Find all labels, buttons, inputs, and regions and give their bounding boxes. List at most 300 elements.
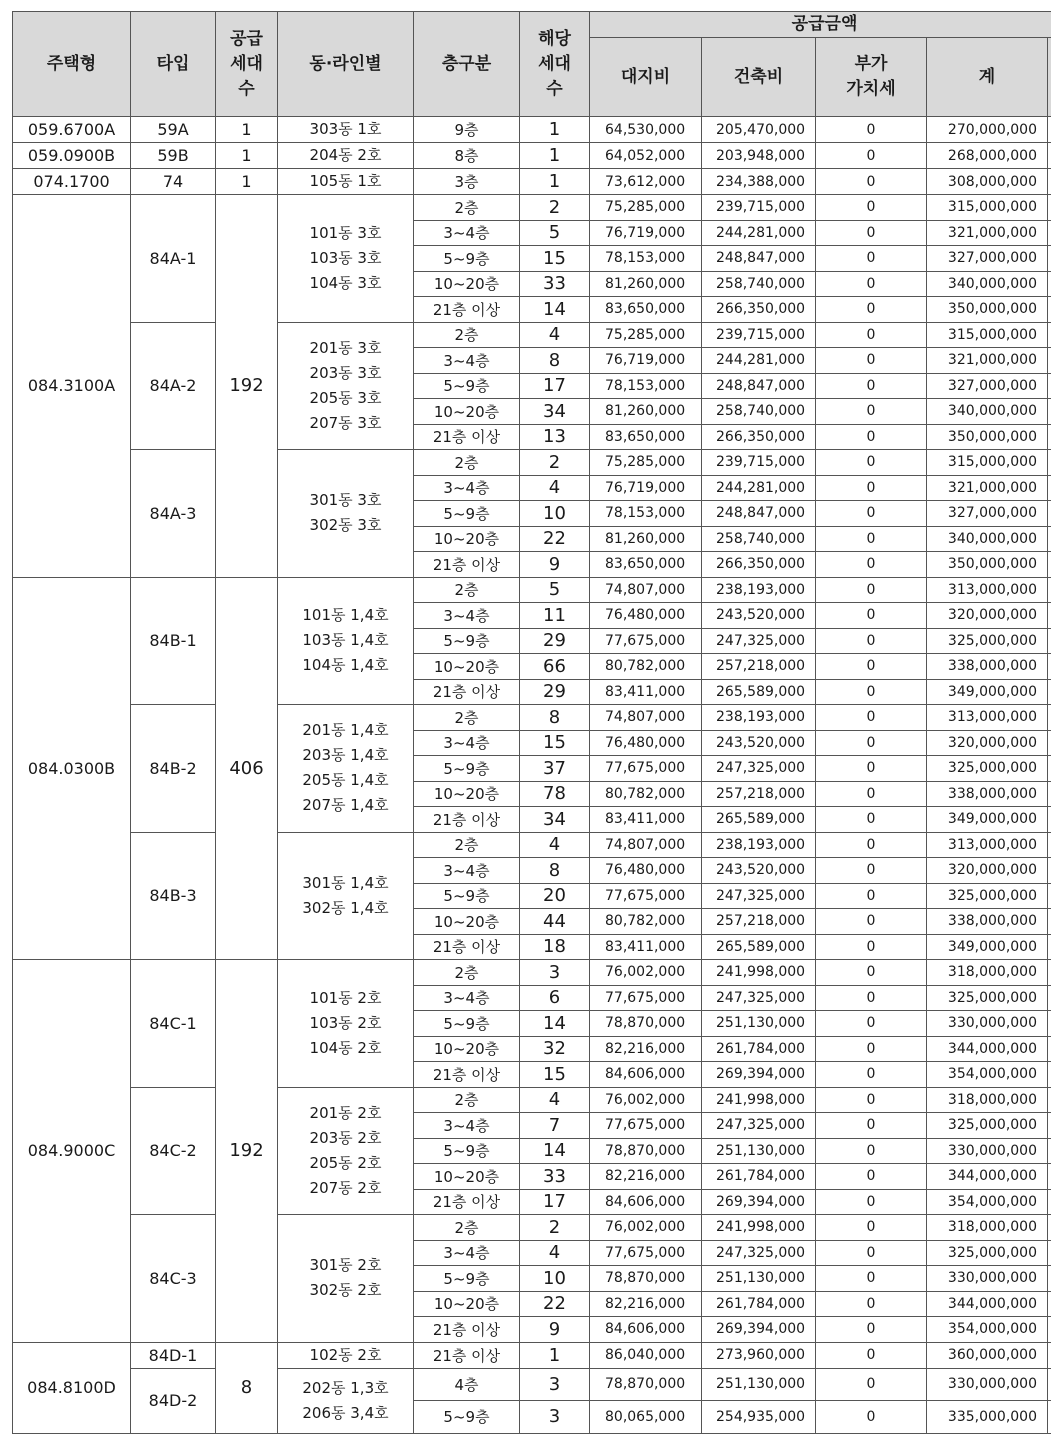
floor-group-cell: 2층: [414, 832, 520, 858]
total-cell: 318,000,000: [927, 960, 1048, 986]
building-cost-cell: 254,935,000: [702, 1401, 816, 1434]
land-cost-cell: 80,782,000: [590, 654, 702, 680]
vat-cell: 0: [816, 246, 927, 272]
overflow-cell: [1048, 705, 1051, 731]
vat-cell: 0: [816, 730, 927, 756]
dong-line-entry: 301동 2호: [309, 1256, 382, 1275]
supply-units-cell: 406: [216, 577, 278, 960]
overflow-cell: [1048, 1317, 1051, 1343]
floor-group-cell: 5~9층: [414, 1138, 520, 1164]
overflow-cell: [1048, 526, 1051, 552]
applicable-units-cell: 33: [520, 271, 590, 297]
total-cell: 318,000,000: [927, 1215, 1048, 1241]
table-row: [13, 1368, 1051, 1401]
vat-cell: 0: [816, 373, 927, 399]
overflow-cell: [1048, 450, 1051, 476]
vat-cell: 0: [816, 807, 927, 833]
building-cost-cell: 243,520,000: [702, 603, 816, 629]
header-applicable-units-line2: 세대: [538, 53, 571, 74]
floor-group-cell: 5~9층: [414, 373, 520, 399]
overflow-cell: [1048, 858, 1051, 884]
land-cost-cell: 77,675,000: [590, 883, 702, 909]
total-cell: 313,000,000: [927, 832, 1048, 858]
housing-type-cell: 084.9000C: [13, 960, 131, 1343]
building-cost-cell: 251,130,000: [702, 1368, 816, 1401]
table-row: [13, 195, 1051, 221]
dong-line-entry: 205동 3호: [309, 388, 382, 407]
floor-group-cell: 3~4층: [414, 603, 520, 629]
applicable-units-cell: 15: [520, 246, 590, 272]
total-cell: 320,000,000: [927, 858, 1048, 884]
table-row: [13, 143, 1051, 169]
vat-cell: 0: [816, 1036, 927, 1062]
land-cost-cell: 81,260,000: [590, 526, 702, 552]
dong-line-entry: 104동 3호: [309, 273, 382, 292]
vat-cell: 0: [816, 1266, 927, 1292]
floor-group-cell: 10~20층: [414, 781, 520, 807]
floor-group-cell: 21층 이상: [414, 297, 520, 323]
overflow-cell: [1048, 883, 1051, 909]
overflow-cell: [1048, 143, 1051, 169]
overflow-cell: [1048, 934, 1051, 960]
vat-cell: 0: [816, 424, 927, 450]
land-cost-cell: 77,675,000: [590, 756, 702, 782]
overflow-cell: [1048, 424, 1051, 450]
dong-line-entry: 103동 2호: [309, 1013, 382, 1032]
floor-group-cell: 21층 이상: [414, 424, 520, 450]
dong-line-cell: [278, 577, 414, 705]
vat-cell: 0: [816, 1138, 927, 1164]
vat-cell: 0: [816, 526, 927, 552]
overflow-cell: [1048, 1240, 1051, 1266]
dong-line-cell: [278, 195, 414, 323]
floor-group-cell: 2층: [414, 577, 520, 603]
floor-group-cell: 3~4층: [414, 730, 520, 756]
land-cost-cell: 76,480,000: [590, 858, 702, 884]
applicable-units-cell: 1: [520, 143, 590, 169]
floor-group-cell: 3~4층: [414, 1113, 520, 1139]
applicable-units-cell: 14: [520, 1011, 590, 1037]
dong-line-cell: [278, 960, 414, 1088]
header-type: 타입: [131, 12, 216, 117]
supply-units-cell: 8: [216, 1342, 278, 1433]
land-cost-cell: 83,411,000: [590, 934, 702, 960]
building-cost-cell: 269,394,000: [702, 1317, 816, 1343]
supply-units-cell: 1: [216, 143, 278, 169]
header-total: 계: [927, 38, 1048, 117]
land-cost-cell: 78,153,000: [590, 501, 702, 527]
vat-cell: 0: [816, 117, 927, 143]
vat-cell: 0: [816, 297, 927, 323]
header-supply-units-line2: 세대: [230, 53, 263, 74]
type-cell: 84A-1: [131, 195, 216, 323]
total-cell: 338,000,000: [927, 654, 1048, 680]
vat-cell: 0: [816, 271, 927, 297]
applicable-units-cell: 4: [520, 1087, 590, 1113]
building-cost-cell: 265,589,000: [702, 679, 816, 705]
type-cell: 84B-1: [131, 577, 216, 705]
land-cost-cell: 83,411,000: [590, 807, 702, 833]
overflow-cell: [1048, 1291, 1051, 1317]
overflow-cell: [1048, 985, 1051, 1011]
land-cost-cell: 76,002,000: [590, 1215, 702, 1241]
housing-type-cell: 084.0300B: [13, 577, 131, 960]
total-cell: 338,000,000: [927, 909, 1048, 935]
building-cost-cell: 257,218,000: [702, 909, 816, 935]
building-cost-cell: 266,350,000: [702, 297, 816, 323]
dong-line-entry: 301동 1,4호: [302, 873, 389, 892]
type-cell: 84C-1: [131, 960, 216, 1088]
floor-group-cell: 2층: [414, 1087, 520, 1113]
dong-line-entry: 105동 1호: [309, 172, 382, 190]
floor-group-cell: 3층: [414, 169, 520, 195]
supply-units-cell: 1: [216, 117, 278, 143]
vat-cell: 0: [816, 1368, 927, 1401]
overflow-cell: [1048, 832, 1051, 858]
overflow-cell: [1048, 1215, 1051, 1241]
floor-group-cell: 2층: [414, 960, 520, 986]
land-cost-cell: 74,807,000: [590, 832, 702, 858]
total-cell: 354,000,000: [927, 1062, 1048, 1088]
overflow-cell: [1048, 1401, 1051, 1434]
floor-group-cell: 10~20층: [414, 1291, 520, 1317]
table-row: [13, 1342, 1051, 1368]
type-cell: 84A-3: [131, 450, 216, 578]
building-cost-cell: 205,470,000: [702, 117, 816, 143]
overflow-cell: [1048, 1342, 1051, 1368]
dong-line-entry: 203동 2호: [309, 1128, 382, 1147]
applicable-units-cell: 78: [520, 781, 590, 807]
land-cost-cell: 75,285,000: [590, 195, 702, 221]
floor-group-cell: 21층 이상: [414, 679, 520, 705]
total-cell: 325,000,000: [927, 1240, 1048, 1266]
vat-cell: 0: [816, 169, 927, 195]
building-cost-cell: 239,715,000: [702, 322, 816, 348]
land-cost-cell: 80,782,000: [590, 909, 702, 935]
table-row: [13, 450, 1051, 476]
dong-line-entry: 301동 3호: [309, 491, 382, 510]
floor-group-cell: 10~20층: [414, 1036, 520, 1062]
type-cell: 84D-1: [131, 1342, 216, 1368]
dong-line-entry: 103동 3호: [309, 248, 382, 267]
applicable-units-cell: 22: [520, 1291, 590, 1317]
overflow-cell: [1048, 781, 1051, 807]
vat-cell: 0: [816, 1342, 927, 1368]
vat-cell: 0: [816, 679, 927, 705]
land-cost-cell: 76,002,000: [590, 1087, 702, 1113]
dong-line-cell: [278, 1087, 414, 1215]
floor-group-cell: 3~4층: [414, 348, 520, 374]
applicable-units-cell: 34: [520, 399, 590, 425]
applicable-units-cell: 22: [520, 526, 590, 552]
land-cost-cell: 74,807,000: [590, 577, 702, 603]
building-cost-cell: 265,589,000: [702, 934, 816, 960]
applicable-units-cell: 17: [520, 373, 590, 399]
land-cost-cell: 77,675,000: [590, 1240, 702, 1266]
applicable-units-cell: 33: [520, 1164, 590, 1190]
building-cost-cell: 273,960,000: [702, 1342, 816, 1368]
dong-line-entry: 104동 1,4호: [302, 656, 389, 675]
vat-cell: 0: [816, 1087, 927, 1113]
land-cost-cell: 81,260,000: [590, 399, 702, 425]
overflow-cell: [1048, 195, 1051, 221]
building-cost-cell: 251,130,000: [702, 1011, 816, 1037]
total-cell: 321,000,000: [927, 348, 1048, 374]
floor-group-cell: 2층: [414, 322, 520, 348]
overflow-cell: [1048, 271, 1051, 297]
land-cost-cell: 82,216,000: [590, 1164, 702, 1190]
applicable-units-cell: 3: [520, 1401, 590, 1434]
building-cost-cell: 261,784,000: [702, 1291, 816, 1317]
total-cell: 315,000,000: [927, 450, 1048, 476]
price-table-container: [12, 11, 1051, 1435]
vat-cell: 0: [816, 501, 927, 527]
table-row: [13, 117, 1051, 143]
supply-price-table: [12, 11, 1051, 1434]
vat-cell: 0: [816, 577, 927, 603]
building-cost-cell: 266,350,000: [702, 552, 816, 578]
overflow-cell: [1048, 756, 1051, 782]
vat-cell: 0: [816, 756, 927, 782]
floor-group-cell: 5~9층: [414, 1401, 520, 1434]
floor-group-cell: 5~9층: [414, 628, 520, 654]
type-cell: 84D-2: [131, 1368, 216, 1433]
type-cell: 84A-2: [131, 322, 216, 450]
dong-line-cell: [278, 322, 414, 450]
building-cost-cell: 247,325,000: [702, 628, 816, 654]
total-cell: 350,000,000: [927, 552, 1048, 578]
land-cost-cell: 84,606,000: [590, 1189, 702, 1215]
total-cell: 330,000,000: [927, 1011, 1048, 1037]
building-cost-cell: 239,715,000: [702, 195, 816, 221]
table-row: [13, 322, 1051, 348]
floor-group-cell: 5~9층: [414, 1266, 520, 1292]
vat-cell: 0: [816, 985, 927, 1011]
floor-group-cell: 2층: [414, 705, 520, 731]
total-cell: 344,000,000: [927, 1036, 1048, 1062]
dong-line-cell: [278, 1342, 414, 1368]
building-cost-cell: 248,847,000: [702, 501, 816, 527]
total-cell: 330,000,000: [927, 1138, 1048, 1164]
land-cost-cell: 84,606,000: [590, 1317, 702, 1343]
applicable-units-cell: 18: [520, 934, 590, 960]
applicable-units-cell: 2: [520, 195, 590, 221]
building-cost-cell: 251,130,000: [702, 1266, 816, 1292]
applicable-units-cell: 37: [520, 756, 590, 782]
overflow-cell: [1048, 475, 1051, 501]
applicable-units-cell: 4: [520, 322, 590, 348]
dong-line-entry: 101동 2호: [309, 988, 382, 1007]
type-cell: 84C-3: [131, 1215, 216, 1343]
dong-line-entry: 302동 3호: [309, 516, 382, 535]
dong-line-cell: [278, 143, 414, 169]
overflow-cell: [1048, 1164, 1051, 1190]
applicable-units-cell: 4: [520, 475, 590, 501]
applicable-units-cell: 5: [520, 577, 590, 603]
total-cell: 338,000,000: [927, 781, 1048, 807]
header-housing-type: 주택형: [13, 12, 131, 117]
floor-group-cell: 5~9층: [414, 883, 520, 909]
building-cost-cell: 241,998,000: [702, 960, 816, 986]
total-cell: 315,000,000: [927, 195, 1048, 221]
applicable-units-cell: 44: [520, 909, 590, 935]
floor-group-cell: 2층: [414, 1215, 520, 1241]
applicable-units-cell: 13: [520, 424, 590, 450]
type-cell: 84C-2: [131, 1087, 216, 1215]
land-cost-cell: 82,216,000: [590, 1291, 702, 1317]
applicable-units-cell: 14: [520, 1138, 590, 1164]
building-cost-cell: 238,193,000: [702, 832, 816, 858]
dong-line-entry: 204동 2호: [309, 146, 382, 164]
vat-cell: 0: [816, 1189, 927, 1215]
vat-cell: 0: [816, 1291, 927, 1317]
vat-cell: 0: [816, 654, 927, 680]
vat-cell: 0: [816, 475, 927, 501]
total-cell: 325,000,000: [927, 883, 1048, 909]
applicable-units-cell: 66: [520, 654, 590, 680]
total-cell: 340,000,000: [927, 399, 1048, 425]
vat-cell: 0: [816, 1317, 927, 1343]
land-cost-cell: 83,650,000: [590, 552, 702, 578]
dong-line-entry: 207동 2호: [309, 1178, 382, 1197]
dong-line-entry: 205동 2호: [309, 1153, 382, 1172]
overflow-cell: [1048, 169, 1051, 195]
building-cost-cell: 247,325,000: [702, 985, 816, 1011]
applicable-units-cell: 20: [520, 883, 590, 909]
applicable-units-cell: 2: [520, 1215, 590, 1241]
header-vat-line2: 가치세: [846, 79, 896, 99]
header-floor-group: 층구분: [414, 12, 520, 117]
overflow-cell: [1048, 909, 1051, 935]
floor-group-cell: 21층 이상: [414, 934, 520, 960]
overflow-cell: [1048, 348, 1051, 374]
vat-cell: 0: [816, 934, 927, 960]
table-row: [13, 832, 1051, 858]
type-cell: 74: [131, 169, 216, 195]
total-cell: 330,000,000: [927, 1368, 1048, 1401]
building-cost-cell: 244,281,000: [702, 220, 816, 246]
applicable-units-cell: 17: [520, 1189, 590, 1215]
vat-cell: 0: [816, 832, 927, 858]
applicable-units-cell: 9: [520, 1317, 590, 1343]
header-supply-price: 공급금액: [590, 12, 1051, 38]
header-supply-units: [216, 12, 278, 117]
land-cost-cell: 76,719,000: [590, 348, 702, 374]
table-row: [13, 1087, 1051, 1113]
floor-group-cell: 10~20층: [414, 654, 520, 680]
housing-type-cell: 059.6700A: [13, 117, 131, 143]
vat-cell: 0: [816, 1401, 927, 1434]
applicable-units-cell: 1: [520, 1342, 590, 1368]
land-cost-cell: 75,285,000: [590, 322, 702, 348]
overflow-cell: [1048, 577, 1051, 603]
applicable-units-cell: 5: [520, 220, 590, 246]
price-table-body: [13, 117, 1051, 1434]
dong-line-cell: [278, 169, 414, 195]
supply-units-cell: 1: [216, 169, 278, 195]
floor-group-cell: 8층: [414, 143, 520, 169]
total-cell: 315,000,000: [927, 322, 1048, 348]
floor-group-cell: 5~9층: [414, 501, 520, 527]
land-cost-cell: 78,870,000: [590, 1266, 702, 1292]
building-cost-cell: 265,589,000: [702, 807, 816, 833]
total-cell: 350,000,000: [927, 424, 1048, 450]
total-cell: 321,000,000: [927, 475, 1048, 501]
building-cost-cell: 234,388,000: [702, 169, 816, 195]
table-row: [13, 577, 1051, 603]
applicable-units-cell: 9: [520, 552, 590, 578]
land-cost-cell: 76,719,000: [590, 220, 702, 246]
applicable-units-cell: 8: [520, 705, 590, 731]
overflow-cell: [1048, 1087, 1051, 1113]
total-cell: 325,000,000: [927, 985, 1048, 1011]
floor-group-cell: 21층 이상: [414, 552, 520, 578]
header-supply-units-line3: 수: [238, 78, 255, 99]
building-cost-cell: 241,998,000: [702, 1215, 816, 1241]
floor-group-cell: 21층 이상: [414, 1317, 520, 1343]
overflow-cell: [1048, 807, 1051, 833]
land-cost-cell: 76,719,000: [590, 475, 702, 501]
total-cell: 360,000,000: [927, 1342, 1048, 1368]
building-cost-cell: 269,394,000: [702, 1062, 816, 1088]
applicable-units-cell: 10: [520, 501, 590, 527]
applicable-units-cell: 7: [520, 1113, 590, 1139]
dong-line-cell: [278, 117, 414, 143]
vat-cell: 0: [816, 1062, 927, 1088]
header-land-cost: 대지비: [590, 38, 702, 117]
building-cost-cell: 258,740,000: [702, 271, 816, 297]
vat-cell: 0: [816, 399, 927, 425]
building-cost-cell: 248,847,000: [702, 246, 816, 272]
applicable-units-cell: 1: [520, 169, 590, 195]
building-cost-cell: 239,715,000: [702, 450, 816, 476]
applicable-units-cell: 3: [520, 1368, 590, 1401]
floor-group-cell: 2층: [414, 450, 520, 476]
dong-line-entry: 201동 2호: [309, 1103, 382, 1122]
building-cost-cell: 244,281,000: [702, 348, 816, 374]
applicable-units-cell: 2: [520, 450, 590, 476]
land-cost-cell: 78,870,000: [590, 1368, 702, 1401]
land-cost-cell: 77,675,000: [590, 1113, 702, 1139]
applicable-units-cell: 11: [520, 603, 590, 629]
floor-group-cell: 2층: [414, 195, 520, 221]
vat-cell: 0: [816, 1240, 927, 1266]
building-cost-cell: 269,394,000: [702, 1189, 816, 1215]
building-cost-cell: 248,847,000: [702, 373, 816, 399]
land-cost-cell: 75,285,000: [590, 450, 702, 476]
land-cost-cell: 64,052,000: [590, 143, 702, 169]
dong-line-entry: 104동 2호: [309, 1038, 382, 1057]
overflow-cell: [1048, 246, 1051, 272]
applicable-units-cell: 4: [520, 1240, 590, 1266]
dong-line-cell: [278, 705, 414, 833]
building-cost-cell: 258,740,000: [702, 526, 816, 552]
building-cost-cell: 261,784,000: [702, 1164, 816, 1190]
land-cost-cell: 82,216,000: [590, 1036, 702, 1062]
building-cost-cell: 238,193,000: [702, 705, 816, 731]
vat-cell: 0: [816, 220, 927, 246]
applicable-units-cell: 6: [520, 985, 590, 1011]
dong-line-entry: 101동 3호: [309, 223, 382, 242]
overflow-cell: [1048, 552, 1051, 578]
vat-cell: 0: [816, 960, 927, 986]
vat-cell: 0: [816, 348, 927, 374]
land-cost-cell: 77,675,000: [590, 628, 702, 654]
housing-type-cell: 059.0900B: [13, 143, 131, 169]
type-cell: 84B-3: [131, 832, 216, 960]
header-applicable-units-line1: 해당: [538, 28, 571, 49]
overflow-cell: [1048, 501, 1051, 527]
